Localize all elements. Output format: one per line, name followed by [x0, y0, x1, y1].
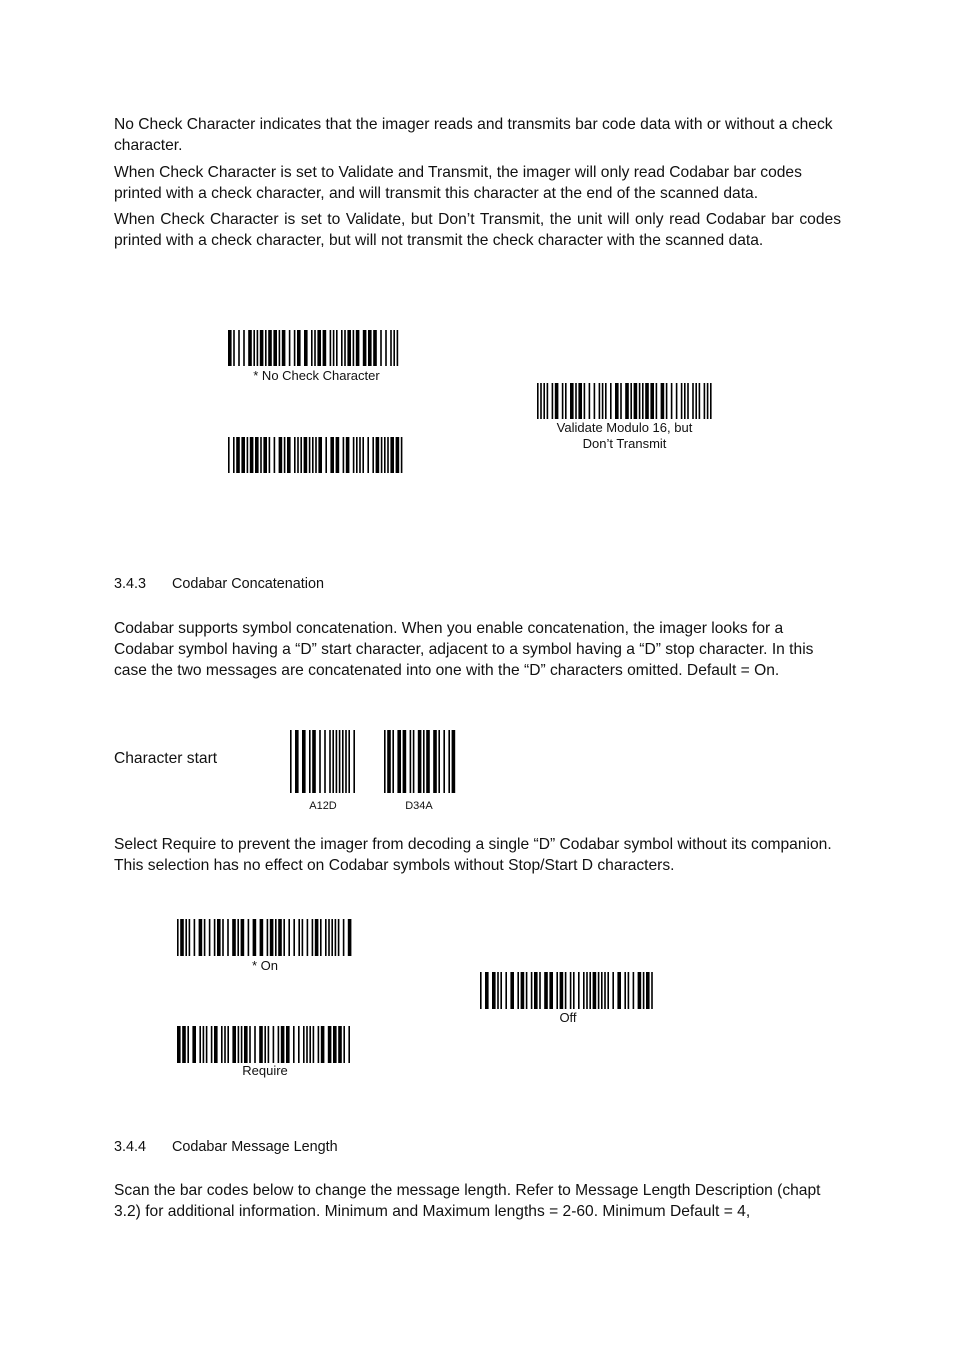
barcode-bars	[177, 1026, 353, 1063]
barcode-bar	[312, 437, 314, 473]
barcode-bar	[204, 919, 206, 956]
barcode-bar	[492, 972, 496, 1009]
barcode-bar	[452, 730, 456, 793]
barcode-bar	[521, 972, 525, 1009]
barcode-bar	[328, 1026, 332, 1063]
barcode-bar	[302, 730, 306, 793]
caption-concatenation-off: Off	[559, 1010, 577, 1025]
barcode-bar	[339, 730, 341, 793]
barcode-bar	[248, 330, 252, 366]
barcode-bar	[710, 383, 712, 419]
barcode-bar	[254, 1026, 256, 1063]
barcode-bar	[573, 972, 575, 1009]
barcode-bar	[318, 1026, 320, 1063]
barcode-bar	[260, 330, 264, 366]
barcode-bar	[328, 919, 330, 956]
barcode-bar	[656, 383, 658, 419]
barcode-bar	[317, 330, 321, 366]
barcode-bar	[348, 1026, 350, 1063]
barcode-bar	[704, 383, 706, 419]
barcode-bar	[214, 919, 216, 956]
barcode-bar	[384, 437, 386, 473]
barcode-bar	[323, 330, 327, 366]
barcode-bar	[268, 1026, 270, 1063]
barcode-bar	[610, 383, 612, 419]
barcode-bar	[586, 972, 588, 1009]
barcode-bar	[260, 919, 264, 956]
barcode-bar	[265, 330, 267, 366]
barcode-bar	[555, 383, 559, 419]
barcode-bar	[356, 437, 358, 473]
barcode-bar	[187, 1026, 189, 1063]
barcode-bar	[247, 437, 249, 473]
barcode-bar	[646, 972, 650, 1009]
barcode-bar	[341, 330, 343, 366]
barcode-bar	[241, 1026, 243, 1063]
barcode-bar	[324, 730, 326, 793]
barcode-bar	[418, 730, 422, 793]
caption-no-check-character: * No Check Character	[253, 368, 380, 383]
barcode-bar	[681, 383, 683, 419]
barcode-bar	[278, 919, 282, 956]
barcode-bar	[547, 383, 549, 419]
barcode-bar	[699, 383, 701, 419]
barcode-bar	[643, 972, 645, 1009]
barcode-bar	[243, 330, 245, 366]
barcode-bar	[336, 437, 340, 473]
example-barcode-d34a	[384, 730, 456, 793]
section-heading-concatenation	[114, 576, 324, 592]
barcode-bar	[343, 919, 345, 956]
barcode-bar	[293, 1026, 295, 1063]
caption-concatenation-on: * On	[251, 958, 278, 973]
barcode-bar	[241, 919, 245, 956]
barcode-bar	[294, 437, 296, 473]
barcode-bar	[410, 730, 412, 793]
example-barcode-a12d	[290, 730, 362, 793]
barcode-bar	[401, 437, 403, 473]
barcode-bar	[211, 1026, 213, 1063]
barcode-bar	[443, 730, 445, 793]
barcode-bar	[309, 437, 311, 473]
barcode-bar	[253, 919, 257, 956]
barcode-bar	[312, 919, 314, 956]
barcode-bar	[302, 919, 304, 956]
barcode-bars	[228, 437, 405, 473]
barcode-bar	[671, 383, 673, 419]
barcode-bar	[336, 330, 338, 366]
barcode-bar	[321, 1026, 325, 1063]
barcode-bar	[228, 437, 230, 473]
barcode-bar	[227, 1026, 229, 1063]
barcode-bar	[270, 919, 274, 956]
barcode-bar	[315, 919, 319, 956]
barcode-bar	[238, 1026, 240, 1063]
barcode-validate-dont-transmit	[537, 383, 712, 419]
barcode-bar	[384, 730, 386, 793]
barcode-bar	[332, 730, 334, 793]
barcode-bar	[221, 1026, 223, 1063]
barcode-bar	[497, 972, 499, 1009]
barcode-bar	[615, 383, 619, 419]
barcode-bar	[634, 383, 638, 419]
caption-validate-line-2: Don’t Transmit	[582, 436, 667, 451]
barcode-bar	[617, 972, 621, 1009]
barcode-bars	[290, 730, 362, 793]
barcode-bar	[353, 730, 355, 793]
barcode-bar	[275, 919, 277, 956]
barcode-bar	[556, 972, 558, 1009]
barcode-bar	[263, 437, 267, 473]
barcode-bar	[537, 383, 539, 419]
barcode-bar	[177, 1026, 181, 1063]
barcode-bar	[363, 330, 367, 366]
barcode-bar	[560, 972, 564, 1009]
barcode-bar	[281, 1026, 285, 1063]
barcode-bar	[633, 972, 635, 1009]
barcode-bar	[390, 330, 392, 366]
barcode-bars	[384, 730, 456, 793]
section-title: Codabar Message Length	[172, 1139, 338, 1155]
barcode-bar	[607, 972, 609, 1009]
barcode-bar	[692, 383, 694, 419]
barcode-bar	[589, 972, 591, 1009]
barcode-bar	[687, 383, 689, 419]
barcode-bar	[578, 972, 580, 1009]
barcode-bar	[297, 330, 301, 366]
barcode-bar	[199, 919, 203, 956]
barcode-bar	[368, 330, 372, 366]
barcode-bar	[236, 437, 240, 473]
section-number: 3.4.4	[114, 1139, 147, 1155]
concatenation-paragraph-2: Select Require to prevent the imager from decoding a single “D” Codabar symbol without its companion. This selection has no effect on Codabar symbols without Stop/Start D characters.	[114, 836, 832, 874]
barcode-bar	[287, 437, 291, 473]
barcode-bar	[583, 972, 585, 1009]
barcode-bar	[438, 730, 440, 793]
barcode-bar	[393, 330, 395, 366]
caption-validate-line-1: Validate Modulo 16, but	[556, 420, 693, 435]
barcode-bar	[264, 1026, 266, 1063]
barcode-bar	[695, 383, 697, 419]
caption-concatenation-require: Require	[242, 1063, 288, 1078]
barcode-bar	[549, 972, 553, 1009]
barcode-bar	[273, 330, 277, 366]
barcode-bar	[630, 383, 632, 419]
barcode-bar	[278, 1026, 280, 1063]
barcode-bar	[661, 383, 665, 419]
barcode-bar	[356, 330, 360, 366]
barcode-bar	[594, 383, 596, 419]
concatenation-paragraph-1: Codabar supports symbol concatenation. When you enable concatenation, the imager looks for a Codabar symbol having a “D” start character, adjacent to a symbol having a “D” stop character. In this case the two messages are concatenated into one with the “D” characters omitted. Default = On.	[114, 620, 814, 679]
barcode-bar	[423, 730, 425, 793]
barcode-bar	[199, 1026, 201, 1063]
barcode-bar	[307, 919, 309, 956]
barcode-bar	[269, 437, 271, 473]
barcode-bar	[544, 972, 548, 1009]
barcode-bar	[676, 383, 678, 419]
barcode-bar	[534, 972, 538, 1009]
barcode-bar	[413, 730, 415, 793]
barcode-bar	[228, 330, 232, 366]
barcode-bar	[224, 1026, 226, 1063]
section-title: Codabar Concatenation	[172, 576, 325, 592]
barcode-bar	[426, 730, 430, 793]
barcode-validate-transmit	[228, 437, 405, 473]
barcode-bar	[645, 383, 649, 419]
barcode-bar	[605, 383, 607, 419]
barcode-bar	[540, 383, 542, 419]
barcode-bar	[604, 972, 606, 1009]
barcode-bar	[290, 730, 292, 793]
barcode-bar	[233, 437, 235, 473]
barcode-bar	[330, 330, 332, 366]
barcode-bar	[348, 919, 352, 956]
barcode-bar	[584, 383, 586, 419]
barcode-bar	[338, 919, 340, 956]
barcode-bar	[575, 383, 577, 419]
barcode-bar	[237, 919, 239, 956]
barcode-bar	[331, 919, 333, 956]
example-caption-a12d: A12D	[309, 800, 337, 812]
barcode-bar	[206, 1026, 208, 1063]
barcode-bar	[309, 1026, 311, 1063]
barcode-bar	[303, 1026, 305, 1063]
barcode-bar	[335, 919, 337, 956]
barcode-bar	[552, 383, 554, 419]
barcode-bar	[232, 919, 236, 956]
barcode-bar	[297, 437, 299, 473]
barcode-bar	[217, 919, 221, 956]
message-length-paragraph: Scan the bar codes below to change the message length. Refer to Message Length Description (chapt 3.2) for additional information. Minimum and Maximum lengths = 2-60. Minimum Default = 4,	[114, 1182, 821, 1220]
barcode-bar	[250, 437, 254, 473]
barcode-bar	[343, 437, 345, 473]
barcode-bar	[562, 383, 564, 419]
barcode-bar	[353, 330, 355, 366]
barcode-bar	[293, 919, 295, 956]
barcode-bar	[448, 730, 450, 793]
barcode-bar	[373, 330, 377, 366]
barcode-bar	[367, 437, 369, 473]
barcode-bar	[232, 1026, 236, 1063]
barcode-bar	[628, 972, 630, 1009]
barcode-bar	[311, 330, 313, 366]
barcode-concatenation-off	[480, 972, 656, 1009]
barcode-bar	[338, 1026, 342, 1063]
barcode-bar	[539, 972, 541, 1009]
barcode-bar	[306, 1026, 308, 1063]
barcode-bar	[259, 1026, 263, 1063]
barcode-bar	[238, 330, 240, 366]
barcode-bars	[177, 919, 353, 956]
barcode-bar	[255, 437, 259, 473]
barcode-no-check-character	[228, 330, 405, 366]
barcode-concatenation-require	[177, 1026, 353, 1063]
barcode-bar	[593, 972, 597, 1009]
barcode-bar	[346, 437, 350, 473]
barcode-bar	[320, 919, 322, 956]
barcode-bar	[329, 730, 331, 793]
barcode-bar	[433, 730, 437, 793]
barcode-bar	[203, 1026, 205, 1063]
barcode-bar	[345, 730, 347, 793]
barcode-bar	[192, 1026, 196, 1063]
barcode-bar	[543, 383, 545, 419]
barcode-bar	[372, 437, 374, 473]
barcode-concatenation-on	[177, 919, 353, 956]
barcode-bar	[283, 919, 285, 956]
barcode-bar	[500, 972, 502, 1009]
barcode-bar	[380, 330, 382, 366]
barcode-bar	[273, 1026, 275, 1063]
section-number: 3.4.3	[114, 576, 147, 592]
barcode-bar	[396, 437, 400, 473]
barcode-bar	[578, 383, 582, 419]
barcode-bar	[180, 919, 184, 956]
barcode-bar	[666, 383, 668, 419]
barcode-bar	[625, 383, 629, 419]
barcode-bar	[294, 330, 296, 366]
barcode-bar	[362, 437, 364, 473]
barcode-bar	[381, 437, 383, 473]
barcode-bar	[177, 919, 179, 956]
barcode-bar	[315, 437, 317, 473]
barcode-bar	[282, 330, 286, 366]
barcode-bar	[268, 330, 272, 366]
barcode-bar	[385, 330, 387, 366]
intro-paragraph-2: When Check Character is set to Validate and Transmit, the imager will only read Codabar bar codes printed with a check character, and will transmit this character at the end of the scanned data.	[114, 164, 802, 202]
barcode-bar	[387, 730, 391, 793]
example-caption-d34a: D34A	[405, 800, 433, 812]
barcode-bar	[288, 919, 290, 956]
barcode-bar	[342, 730, 344, 793]
barcode-bar	[485, 972, 489, 1009]
barcode-bar	[298, 919, 300, 956]
barcode-bar	[639, 383, 641, 419]
barcode-bar	[279, 437, 283, 473]
barcode-bars	[480, 972, 656, 1009]
barcode-bar	[480, 972, 482, 1009]
barcode-bar	[348, 730, 350, 793]
barcode-bar	[222, 919, 224, 956]
barcode-bar	[531, 972, 533, 1009]
barcode-bars	[537, 383, 712, 419]
barcode-bar	[397, 730, 401, 793]
barcode-bar	[707, 383, 709, 419]
barcode-bar	[397, 330, 399, 366]
barcode-bar	[318, 437, 322, 473]
barcode-bar	[390, 437, 394, 473]
barcode-bar	[612, 972, 614, 1009]
barcode-bar	[624, 972, 626, 1009]
barcode-bar	[598, 972, 600, 1009]
barcode-bar	[253, 330, 255, 366]
barcode-bar	[642, 383, 644, 419]
barcode-bar	[650, 383, 654, 419]
barcode-bar	[298, 1026, 300, 1063]
barcode-bar	[336, 730, 338, 793]
barcode-bar	[284, 437, 286, 473]
barcode-bar	[319, 730, 321, 793]
barcode-bar	[209, 919, 211, 956]
section-heading-message-length	[114, 1139, 338, 1155]
barcode-bar	[570, 383, 574, 419]
barcode-bar	[267, 919, 269, 956]
barcode-bar	[347, 330, 351, 366]
barcode-bar	[257, 330, 259, 366]
intro-paragraph-1: No Check Character indicates that the imager reads and transmits bar code data with or without a check character.	[114, 116, 833, 154]
barcode-bar	[244, 1026, 248, 1063]
barcode-bar	[260, 437, 262, 473]
barcode-bar	[274, 437, 276, 473]
barcode-bar	[599, 383, 601, 419]
barcode-bar	[602, 383, 604, 419]
character-start-label: Character start	[114, 750, 218, 767]
barcode-bar	[343, 1026, 345, 1063]
barcode-bar	[333, 1026, 337, 1063]
barcode-bar	[333, 330, 335, 366]
barcode-bar	[330, 437, 334, 473]
barcode-bars	[228, 330, 405, 366]
barcode-bar	[392, 730, 394, 793]
barcode-bar	[620, 383, 622, 419]
barcode-bar	[249, 1026, 251, 1063]
barcode-bar	[241, 437, 245, 473]
barcode-bar	[570, 972, 572, 1009]
barcode-bar	[304, 330, 308, 366]
barcode-bar	[565, 972, 567, 1009]
barcode-bar	[314, 330, 316, 366]
barcode-bar	[182, 1026, 186, 1063]
barcode-bar	[325, 437, 327, 473]
barcode-bar	[312, 730, 316, 793]
barcode-bar	[304, 437, 308, 473]
barcode-bar	[214, 1026, 218, 1063]
barcode-bar	[526, 972, 528, 1009]
barcode-bar	[289, 330, 291, 366]
barcode-bar	[248, 919, 250, 956]
barcode-bar	[309, 730, 311, 793]
barcode-bar	[353, 437, 355, 473]
barcode-bar	[313, 1026, 315, 1063]
barcode-bar	[565, 383, 567, 419]
barcode-bar	[344, 330, 346, 366]
barcode-bar	[684, 383, 686, 419]
barcode-bar	[517, 972, 519, 1009]
barcode-bar	[295, 730, 299, 793]
barcode-bar	[194, 919, 196, 956]
barcode-bar	[601, 972, 603, 1009]
barcode-bar	[279, 330, 281, 366]
barcode-bar	[638, 972, 642, 1009]
barcode-bar	[286, 1026, 290, 1063]
barcode-bar	[505, 972, 507, 1009]
barcode-bar	[185, 919, 187, 956]
barcode-bar	[189, 919, 191, 956]
barcode-bar	[510, 972, 514, 1009]
barcode-bar	[589, 383, 591, 419]
barcode-bar	[376, 437, 380, 473]
barcode-bar	[233, 330, 235, 366]
barcode-bar	[651, 972, 653, 1009]
intro-paragraph-3: When Check Character is set to Validate, but Don’t Transmit, the unit will only read Codabar bar codes printed with a check character, but will not transmit the check character with the scanned data.	[114, 211, 841, 249]
barcode-bar	[387, 437, 389, 473]
barcode-bar	[403, 730, 407, 793]
barcode-bar	[359, 437, 361, 473]
barcode-bar	[227, 919, 229, 956]
barcode-bar	[300, 437, 302, 473]
barcode-bar	[325, 919, 327, 956]
